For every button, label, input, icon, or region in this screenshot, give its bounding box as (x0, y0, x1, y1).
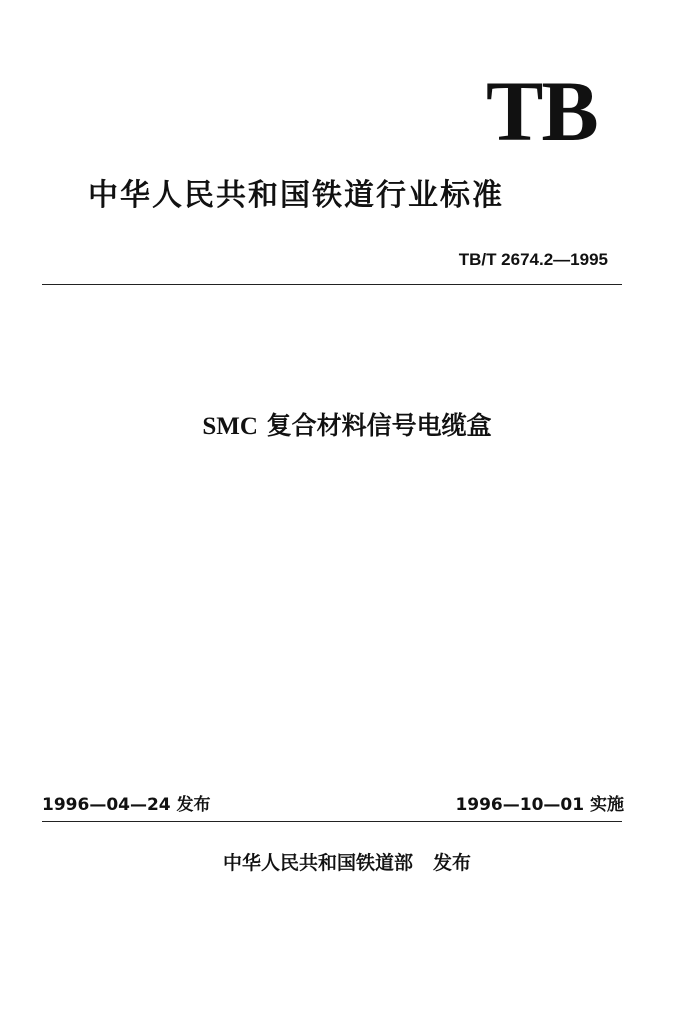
standard-category-title: 中华人民共和国铁道行业标准 (88, 178, 504, 213)
publisher-line (0, 848, 694, 875)
publisher-name: 中华人民共和国铁道部 (222, 852, 413, 874)
top-divider (42, 284, 622, 285)
publish-action: 发布 (433, 852, 472, 874)
tb-logo: TB (486, 63, 597, 159)
issue-date: 1996—04—24 发布 (42, 795, 211, 815)
effective-date: 1996—10—01 实施 (455, 795, 624, 815)
bottom-divider (42, 821, 622, 822)
document-title (0, 406, 694, 442)
standard-number: TB/T 2674.2—1995 (458, 250, 608, 269)
document-title-text: 复合材料信号电缆盒 (266, 411, 492, 440)
document-title-prefix: SMC (202, 413, 258, 440)
